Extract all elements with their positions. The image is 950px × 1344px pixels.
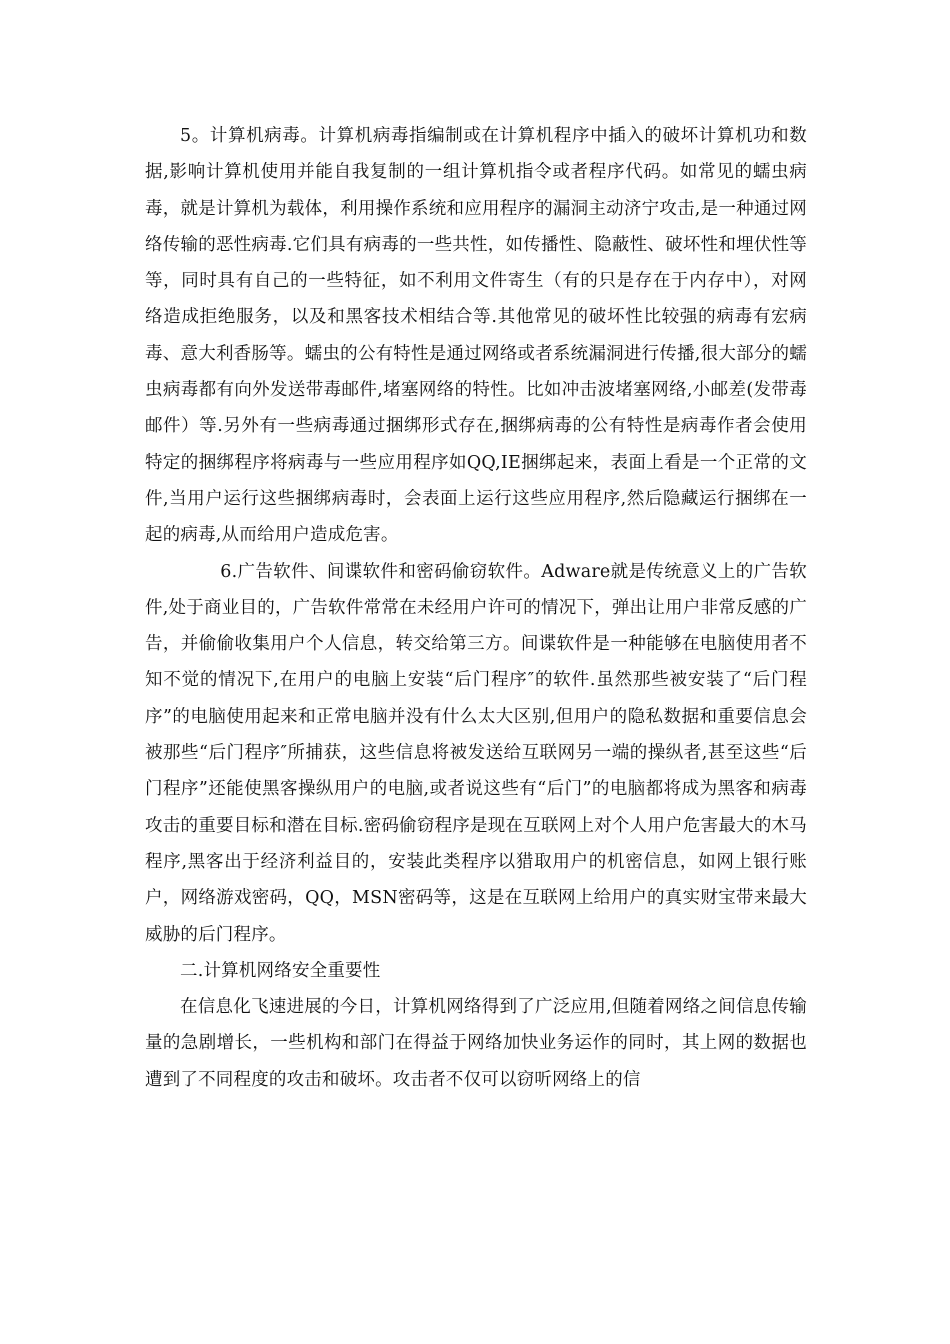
paragraph-network-security-intro: 在信息化飞速进展的今日，计算机网络得到了广泛应用,但随着网络之间信息传输量的急剧增长，一些机构和部门在得益于网络加快业务运作的同时，其上网的数据也遭到了不同程度的攻击和破坏。攻击者不仅可以窃听网络上的信 bbox=[145, 997, 807, 1090]
section-heading-network-security: 二.计算机网络安全重要性 bbox=[180, 960, 381, 981]
document-body bbox=[145, 118, 807, 1098]
paragraph-adware-spyware: 6.广告软件、间谍软件和密码偷窃软件。Adware就是传统意义上的广告软件,处于商业目的，广告软件常常在未经用户许可的情况下，弹出让用户非常反感的广告，并偷偷收集用户个人信息，转交给第三方。间谍软件是一种能够在电脑使用者不知不觉的情况下,在用户的电脑上安装“后门程序″的软件.虽然那些被安装了“后门程序”的电脑使用起来和正常电脑并没有什么太大区别,但用户的隐私数据和重要信息会被那些“后门程序″所捕获，这些信息将被发送给互联网另一端的操纵者,甚至这些“后门程序”还能使黑客操纵用户的电脑,或者说这些有“后门”的电脑都将成为黑客和病毒攻击的重要目标和潜在目标.密码偷窃程序是现在互联网上对个人用户危害最大的木马程序,黑客出于经济利益目的，安装此类程序以猎取用户的机密信息，如网上银行账户，网络游戏密码，QQ，MSN密码等，这是在互联网上给用户的真实财宝带来最大威胁的后门程序。 bbox=[145, 561, 807, 945]
paragraph-computer-virus: 5。计算机病毒。计算机病毒指编制或在计算机程序中插入的破坏计算机功和数据,影响计算机使用并能自我复制的一组计算机指令或者程序代码。如常见的蠕虫病毒，就是计算机为载体，利用操作系统和应用程序的漏洞主动济宁攻击,是一种通过网络传输的恶性病毒.它们具有病毒的一些共性，如传播性、隐蔽性、破坏性和埋伏性等等，同时具有自己的一些特征，如不利用文件寄生（有的只是存在于内存中），对网络造成拒绝服务，以及和黑客技术相结合等.其他常见的破坏性比较强的病毒有宏病毒、意大利香肠等。蠕虫的公有特性是通过网络或者系统漏洞进行传播,很大部分的蠕虫病毒都有向外发送带毒邮件,堵塞网络的特性。比如冲击波堵塞网络,小邮差(发带毒邮件）等.另外有一些病毒通过捆绑形式存在,捆绑病毒的公有特性是病毒作者会使用特定的捆绑程序将病毒与一些应用程序如QQ,IE捆绑起来，表面上看是一个正常的文件,当用户运行这些捆绑病毒时，会表面上运行这些应用程序,然后隐藏运行捆绑在一起的病毒,从而给用户造成危害。 bbox=[145, 126, 807, 546]
